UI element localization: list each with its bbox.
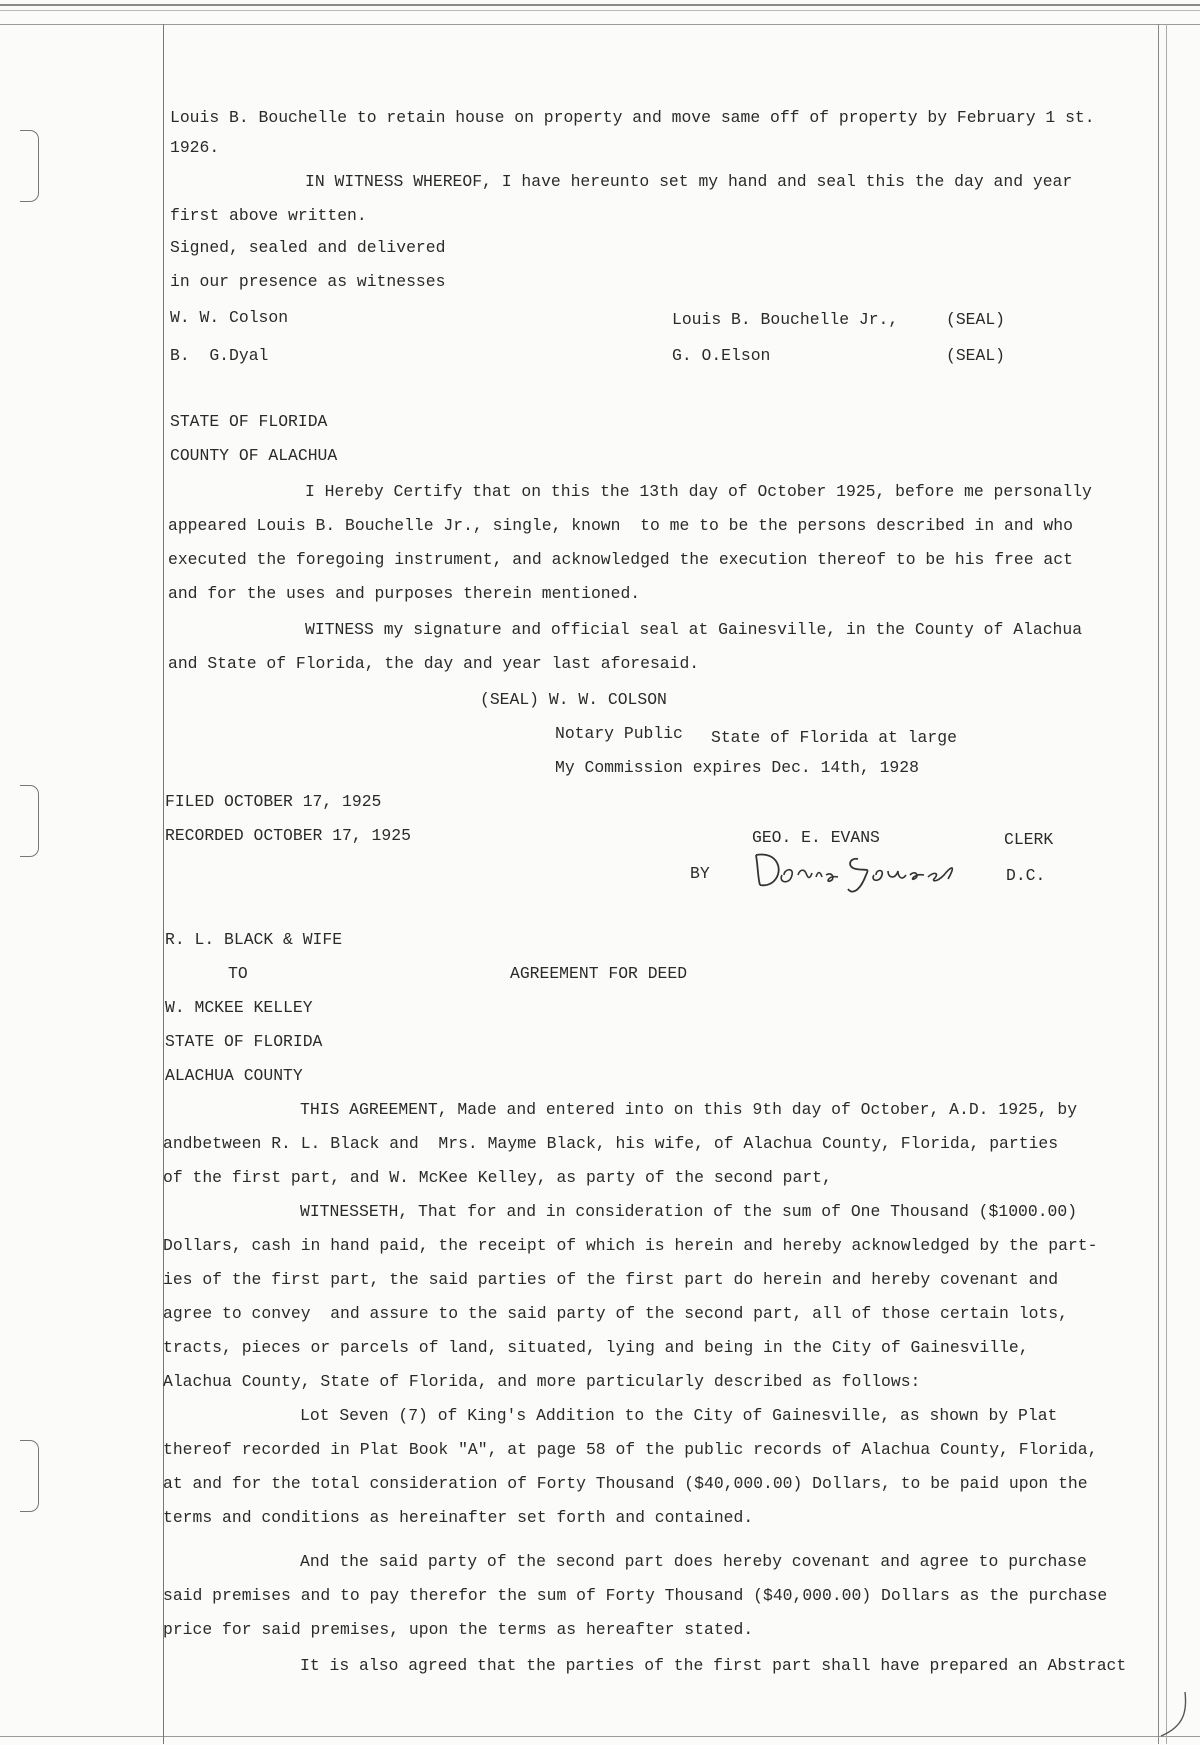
text-line: THIS AGREEMENT, Made and entered into on this 9th day of October, A.D. 1925, by: [300, 1100, 1078, 1119]
clerk-name: GEO. E. EVANS: [752, 828, 880, 847]
signatory-name: G. O.Elson: [672, 346, 771, 365]
text-line: ies of the first part, the said parties of the first part do herein and hereby covenant and: [163, 1270, 1059, 1289]
text-line: first above written.: [170, 206, 367, 225]
text-line: COUNTY OF ALACHUA: [170, 446, 338, 465]
text-line: terms and conditions as hereinafter set forth and contained.: [163, 1508, 754, 1527]
text-line: STATE OF FLORIDA: [165, 1032, 323, 1051]
text-line: I Hereby Certify that on this the 13th day of October 1925, before me personally: [305, 482, 1092, 501]
text-line: said premises and to pay therefor the sum of Forty Thousand ($40,000.00) Dollars as the purchase: [163, 1586, 1108, 1605]
text-line: tracts, pieces or parcels of land, situated, lying and being in the City of Gainesville,: [163, 1338, 1029, 1357]
text-line: appeared Louis B. Bouchelle Jr., single, known to me to be the persons described in and who: [168, 516, 1073, 535]
text-line: andbetween R. L. Black and Mrs. Mayme Black, his wife, of Alachua County, Florida, parties: [163, 1134, 1059, 1153]
text-line: Dollars, cash in hand paid, the receipt of which is herein and hereby acknowledged by the part-: [163, 1236, 1098, 1255]
witness-name: B. G.Dyal: [170, 346, 269, 365]
text-line: thereof recorded in Plat Book "A", at page 58 of the public records of Alachua County, Florida,: [163, 1440, 1098, 1459]
recorded-date: RECORDED OCTOBER 17, 1925: [165, 826, 411, 845]
binder-hole-icon: [20, 1440, 39, 1512]
text-line: in our presence as witnesses: [170, 272, 446, 291]
text-line: Alachua County, State of Florida, and more particularly described as follows:: [163, 1372, 921, 1391]
text-line: Louis B. Bouchelle to retain house on property and move same off of property by February 1 st.: [170, 108, 1095, 127]
binder-hole-icon: [20, 785, 39, 857]
text-line: 1926.: [170, 138, 220, 157]
party-grantee: W. MCKEE KELLEY: [165, 998, 313, 1017]
text-line: And the said party of the second part does hereby covenant and agree to purchase: [300, 1552, 1087, 1571]
text-line: STATE OF FLORIDA: [170, 412, 328, 431]
text-line: at and for the total consideration of Forty Thousand ($40,000.00) Dollars, to be paid upon the: [163, 1474, 1088, 1493]
clerk-title: CLERK: [1004, 830, 1054, 849]
notary-title: Notary Public: [555, 724, 683, 743]
witness-name: W. W. Colson: [170, 308, 289, 327]
text-line: Signed, sealed and delivered: [170, 238, 446, 257]
right-margin-line: [1166, 24, 1167, 1744]
text-line: WITNESS my signature and official seal at Gainesville, in the County of Alachua: [305, 620, 1083, 639]
document-title: AGREEMENT FOR DEED: [510, 964, 688, 983]
seal-label: (SEAL): [946, 346, 1006, 365]
handwritten-signature: [748, 845, 978, 895]
top-rule: [0, 4, 1200, 6]
signatory-name: Louis B. Bouchelle Jr.,: [672, 310, 899, 329]
text-line: and for the uses and purposes therein mentioned.: [168, 584, 641, 603]
seal-label: (SEAL): [946, 310, 1006, 329]
by-label: BY: [690, 864, 710, 883]
right-margin-line: [1158, 24, 1159, 1744]
text-line: executed the foregoing instrument, and acknowledged the execution thereof to be his free act: [168, 550, 1073, 569]
bottom-rule: [0, 1736, 1200, 1737]
deputy-clerk-label: D.C.: [1006, 866, 1046, 885]
top-rule: [0, 10, 1200, 11]
text-line: agree to convey and assure to the said party of the second part, all of those certain lots,: [163, 1304, 1068, 1323]
party-grantor: R. L. BLACK & WIFE: [165, 930, 343, 949]
text-line: ALACHUA COUNTY: [165, 1066, 303, 1085]
filed-date: FILED OCTOBER 17, 1925: [165, 792, 382, 811]
text-line: Lot Seven (7) of King's Addition to the City of Gainesville, as shown by Plat: [300, 1406, 1058, 1425]
text-line: It is also agreed that the parties of the first part shall have prepared an Abstract: [300, 1656, 1127, 1675]
page-corner-curl-icon: [1155, 1690, 1195, 1740]
text-line: price for said premises, upon the terms as hereafter stated.: [163, 1620, 754, 1639]
notary-seal: (SEAL) W. W. COLSON: [480, 690, 667, 709]
to-label: TO: [228, 964, 248, 983]
notary-jurisdiction: State of Florida at large: [711, 728, 957, 747]
text-line: WITNESSETH, That for and in consideration of the sum of One Thousand ($1000.00): [300, 1202, 1078, 1221]
top-rule: [0, 24, 1200, 25]
text-line: IN WITNESS WHEREOF, I have hereunto set my hand and seal this the day and year: [305, 172, 1073, 191]
text-line: and State of Florida, the day and year last aforesaid.: [168, 654, 700, 673]
text-line: of the first part, and W. McKee Kelley, as party of the second part,: [163, 1168, 832, 1187]
binder-hole-icon: [20, 130, 39, 202]
notary-commission: My Commission expires Dec. 14th, 1928: [555, 758, 919, 777]
